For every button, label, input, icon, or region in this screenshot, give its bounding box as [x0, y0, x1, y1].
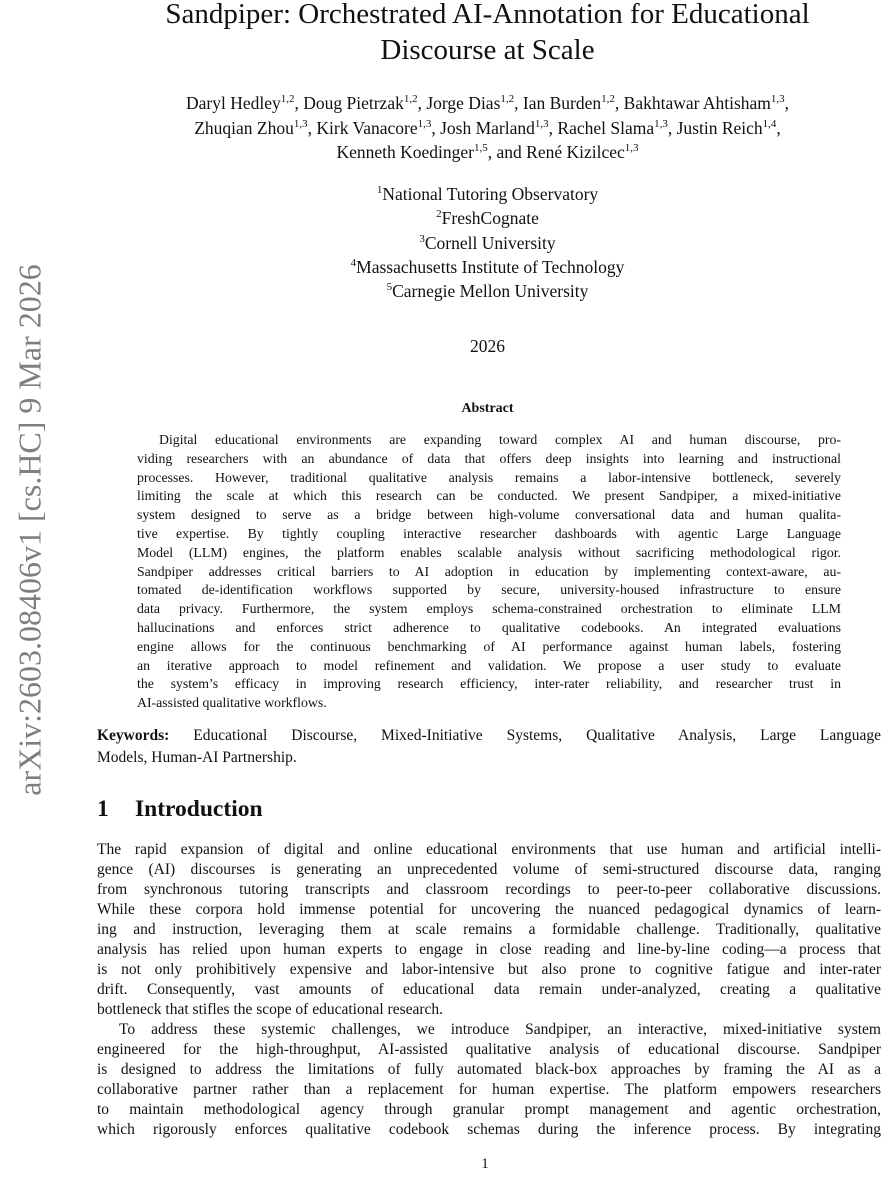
author-affiliation-mark: 1,4	[762, 117, 777, 130]
author-separator: ,	[667, 117, 677, 138]
body-line: bottleneck that stifles the scope of educational research.	[97, 1001, 444, 1018]
author-affiliation-mark: 1,3	[770, 93, 785, 106]
body-line: gence (AI) discourses is generating an unprecedented volume of semi-structured discourse data, ranging	[97, 861, 881, 878]
page-number: 1	[481, 1156, 489, 1172]
author-name: Daryl Hedley	[185, 93, 281, 113]
section-number: 1	[97, 796, 109, 822]
affiliation-number: 1	[376, 184, 383, 197]
author-name: Justin Reich	[676, 117, 763, 138]
body-line: collaborative partner rather than a replacement for human expertise. The platform empowers researchers	[97, 1081, 881, 1098]
abstract-line: hallucinations and enforces strict adherence to qualitative codebooks. An integrated evaluations	[137, 619, 841, 635]
affiliations	[60, 182, 881, 303]
author-affiliation-mark: 1,2	[280, 93, 295, 106]
abstract-line: tomated de-identification workflows supported by secure, university-housed infrastructure to ensure	[137, 582, 841, 598]
body-line: drift. Consequently, vast amounts of educational data remain under-analyzed, creating a qualitative	[97, 981, 881, 998]
author-affiliation-mark: 1,3	[654, 117, 668, 130]
keywords-text: Educational Discourse, Mixed-Initiative Systems, Qualitative Analysis, Large Language	[193, 727, 881, 744]
author-affiliation-mark: 1,2	[500, 93, 515, 106]
author-affiliation-mark: 1,3	[624, 142, 639, 155]
author-separator: ,	[614, 93, 624, 113]
author-line	[60, 140, 881, 165]
keywords-text: Models, Human-AI Partnership.	[97, 749, 297, 766]
body-line: which rigorously enforces qualitative codebook schemas during the inference process. By integrating	[97, 1121, 881, 1138]
author-affiliation-mark: 1,3	[417, 117, 432, 130]
affiliation-name: Cornell University	[424, 232, 556, 253]
affiliation	[60, 231, 881, 255]
body-line: ing and instruction, leveraging them at scale remains a formidable challenge. Traditionally, qualitative	[97, 921, 881, 938]
abstract-line: viding researchers with an abundance of data that offers deep insights into learning and instructional	[137, 450, 841, 466]
author-separator: ,	[431, 117, 441, 138]
body-line: While these corpora hold immense potential for uncovering the nuanced pedagogical dynamics of learn-	[97, 901, 881, 918]
author-name: Kirk Vanacore	[316, 117, 418, 138]
body-line: to maintain methodological agency through granular prompt management and agentic orchestration,	[97, 1101, 881, 1118]
affiliation-name: Carnegie Mellon University	[392, 281, 589, 302]
author-separator: ,	[417, 93, 427, 113]
author-separator: ,	[776, 117, 781, 138]
author-separator: ,	[487, 142, 497, 162]
author-name: Jorge Dias	[426, 93, 501, 113]
affiliation	[60, 255, 881, 279]
affiliation-number: 5	[386, 281, 393, 294]
author-name: and René Kizilcec	[496, 142, 625, 162]
author-name: Ian Burden	[522, 93, 602, 113]
affiliation	[60, 279, 881, 303]
body-line: from synchronous tutoring transcripts and classroom recordings to peer-to-peer collaborative discussions.	[97, 881, 881, 898]
author-line	[60, 116, 881, 141]
author-affiliation-mark: 1,3	[293, 117, 308, 130]
author-name: Josh Marland	[440, 117, 535, 138]
body-line: analysis has relied upon human experts to engage in close reading and line-by-line coding—a process that	[97, 941, 881, 958]
body-line: engineered for the high-throughput, AI-assisted qualitative analysis of educational discourse. Sandpiper	[97, 1041, 881, 1058]
abstract-line: processes. However, traditional qualitative analysis remains a labor-intensive bottleneck, severely	[137, 469, 841, 485]
author-line	[60, 91, 881, 116]
abstract-line: system designed to serve as a bridge between high-volume conversational data and human qualita-	[137, 507, 841, 523]
abstract-body	[137, 431, 841, 713]
affiliation	[60, 206, 881, 230]
author-separator: ,	[514, 93, 523, 113]
abstract-line: the system’s efficacy in improving research efficiency, inter-rater reliability, and researcher trust in	[137, 676, 841, 692]
title-line: Sandpiper: Orchestrated AI-Annotation for Educational	[165, 0, 810, 30]
affiliation-name: National Tutoring Observatory	[382, 184, 599, 204]
author-separator: ,	[548, 117, 558, 138]
author-affiliation-mark: 1,2	[403, 93, 418, 106]
abstract-line: an iterative approach to model refinement and validation. We propose a user study to evaluate	[137, 657, 841, 673]
abstract-line: Digital educational environments are expanding toward complex AI and human discourse, pro-	[159, 432, 841, 447]
affiliation-name: Massachusetts Institute of Technology	[356, 256, 625, 277]
author-name: Zhuqian Zhou	[194, 117, 294, 138]
author-affiliation-mark: 1,5	[474, 142, 488, 155]
author-separator: ,	[294, 93, 304, 113]
keywords-first-line	[97, 725, 881, 747]
year: 2026	[470, 336, 505, 356]
affiliation-number: 3	[419, 232, 425, 245]
author-name: Rachel Slama	[557, 117, 655, 138]
section-heading	[97, 795, 263, 823]
abstract-line: tive expertise. By tightly coupling interactive researcher dashboards with agentic Large Language	[137, 525, 841, 541]
title-line: Discourse at Scale	[380, 34, 595, 66]
affiliation	[60, 182, 881, 206]
author-affiliation-mark: 1,2	[601, 93, 615, 106]
author-name: Doug Pietrzak	[303, 93, 404, 113]
author-list	[60, 91, 881, 165]
affiliation-name: FreshCognate	[441, 208, 539, 229]
introduction-body	[97, 840, 881, 1140]
affiliation-number: 2	[436, 208, 442, 221]
abstract-line: Sandpiper addresses critical barriers to AI adoption in education by implementing context-aware, au-	[137, 563, 841, 579]
affiliation-number: 4	[350, 257, 357, 270]
paper-title	[60, 0, 881, 68]
author-affiliation-mark: 1,3	[534, 117, 549, 130]
abstract-line: limiting the scale at which this research can be conducted. We present Sandpiper, a mixed-initiative	[137, 488, 841, 504]
abstract-line: Model (LLM) engines, the platform enables scalable analysis without sacrificing methodological rigor.	[137, 544, 841, 560]
section-title: Introduction	[135, 796, 263, 822]
body-line: The rapid expansion of digital and online educational environments that use human and artificial intelli-	[97, 841, 881, 858]
body-line: is designed to address the limitations of fully automated black-box approaches by framing the AI as a	[97, 1061, 881, 1078]
keywords	[97, 725, 881, 769]
abstract-line: data privacy. Furthermore, the system employs schema-constrained orchestration to eliminate LLM	[137, 601, 841, 617]
arxiv-stamp: arXiv:2603.08406v1 [cs.HC] 9 Mar 2026	[11, 264, 48, 796]
keywords-label: Keywords:	[97, 727, 170, 744]
abstract-line: AI-assisted qualitative workflows.	[137, 695, 327, 711]
body-line: To address these systemic challenges, we introduce Sandpiper, an interactive, mixed-initiative system	[119, 1021, 881, 1038]
abstract-heading: Abstract	[461, 401, 514, 416]
abstract-line: engine allows for the continuous benchmarking of AI performance against human labels, fostering	[137, 638, 841, 654]
author-separator: ,	[784, 93, 790, 113]
author-name: Kenneth Koedinger	[336, 142, 474, 162]
author-name: Bakhtawar Ahtisham	[623, 93, 771, 113]
body-line: is not only prohibitively expensive and labor-intensive but also prone to cognitive fatigue and inter-rater	[97, 961, 881, 978]
author-separator: ,	[307, 117, 317, 138]
